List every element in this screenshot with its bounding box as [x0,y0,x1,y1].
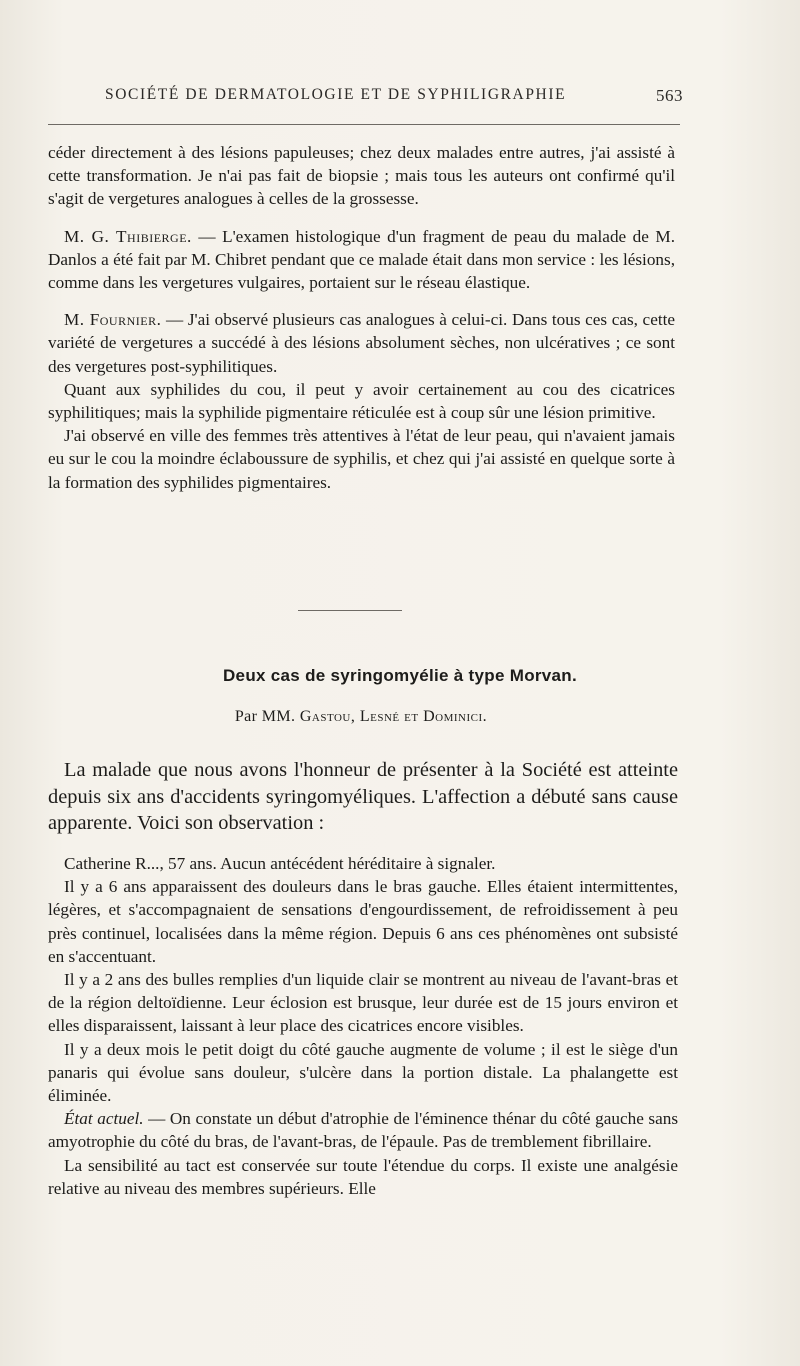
intro-paragraph: La malade que nous avons l'honneur de présenter à la Société est atteinte depuis six ans d'accidents syringomyéliques. L'affection a débuté sans cause apparente. Voici son observation : [48,759,678,834]
etat-label: État actuel. [64,1109,144,1129]
page-number: 563 [656,86,683,105]
observation-paragraph: Catherine R..., 57 ans. Aucun antécédent héréditaire à signaler. [64,854,496,873]
observation-paragraph: Il y a 2 ans des bulles remplies d'un liquide clair se montrent au niveau de l'avant-bras et de la région deltoïdienne. Leur éclosion est brusque, leur durée est de 15 jours environ et elles disparaissent, laissant à leur place des cicatrices encore visibles. [48,970,678,1036]
header-rule [48,124,680,125]
speaker-name: M. G. Thibierge. [64,226,192,246]
article-byline [0,708,722,726]
discussion-paragraph: Quant aux syphilides du cou, il peut y avoir certainement au cou des cicatrices syphilitiques; mais la syphilide pigmentaire réticulée est à coup sûr une lésion primitive. [48,379,675,423]
discussion-section [48,141,675,494]
discussion-paragraph: céder directement à des lésions papuleuses; chez deux malades entre autres, j'ai assisté à cette transformation. Je n'ai pas fait de biopsie ; mais tous les auteurs ont confirmé qu'il s'agit de vergetures analogues à celles de la grossesse. [48,143,675,209]
running-title: SOCIÉTÉ DE DERMATOLOGIE ET DE SYPHILIGRAPHIE [105,86,567,103]
discussion-paragraph: J'ai observé en ville des femmes très attentives à l'état de leur peau, qui n'avaient jamais eu sur le cou la moindre éclaboussure de syphilis, et chez qui j'ai assisté en quelque sorte à la formation des syphilides pigmentaires. [48,426,675,492]
observation-section [48,852,678,1200]
article-title: Deux cas de syringomyélie à type Morvan. [222,666,578,685]
observation-paragraph: Il y a deux mois le petit doigt du côté gauche augmente de volume ; il est le siège d'un panaris qui évolue sans douleur, s'ulcère dans la portion distale. La phalangette est éliminée. [48,1039,678,1106]
speaker-name: M. Fournier. [64,310,162,330]
author-names: Gastou, Lesné et Dominici. [299,708,488,725]
observation-paragraph: État actuel. — On constate un début d'atrophie de l'éminence thénar du côté gauche sans amyotrophie du côté du bras, de l'avant-bras, de l'épaule. Pas de tremblement fibrillaire. [48,1109,679,1152]
discussion-paragraph: M. Fournier. — J'ai observé plusieurs cas analogues à celui-ci. Dans tous ces cas, cette variété de vergetures a succédé à des lésions absolument sèches, non ulcératives ; ce sont des vergetures post-syphilitiques. [48,310,675,376]
byline-prefix: Par MM. [234,708,296,725]
article-intro [48,757,678,837]
discussion-paragraph: M. G. Thibierge. — L'examen histologique d'un fragment de peau du malade de M. Danlos a été fait par M. Chibret pendant que ce malade était dans mon service : les lésions, comme dans les vergetures vulgaires, portaient sur le réseau élastique. [48,226,676,293]
observation-paragraph: Il y a 6 ans apparaissent des douleurs dans le bras gauche. Elles étaient intermittentes, légères, et s'accompagnaient de sensations d'engourdissement, de refroidissement à peu près continuel, localisées dans la même région. Depuis 6 ans ces phénomènes ont subsisté en s'accentuant. [48,877,678,966]
section-separator [298,610,402,611]
observation-paragraph: La sensibilité au tact est conservée sur toute l'étendue du corps. Il existe une analgésie relative au niveau des membres supérieurs. Elle [48,1155,678,1198]
